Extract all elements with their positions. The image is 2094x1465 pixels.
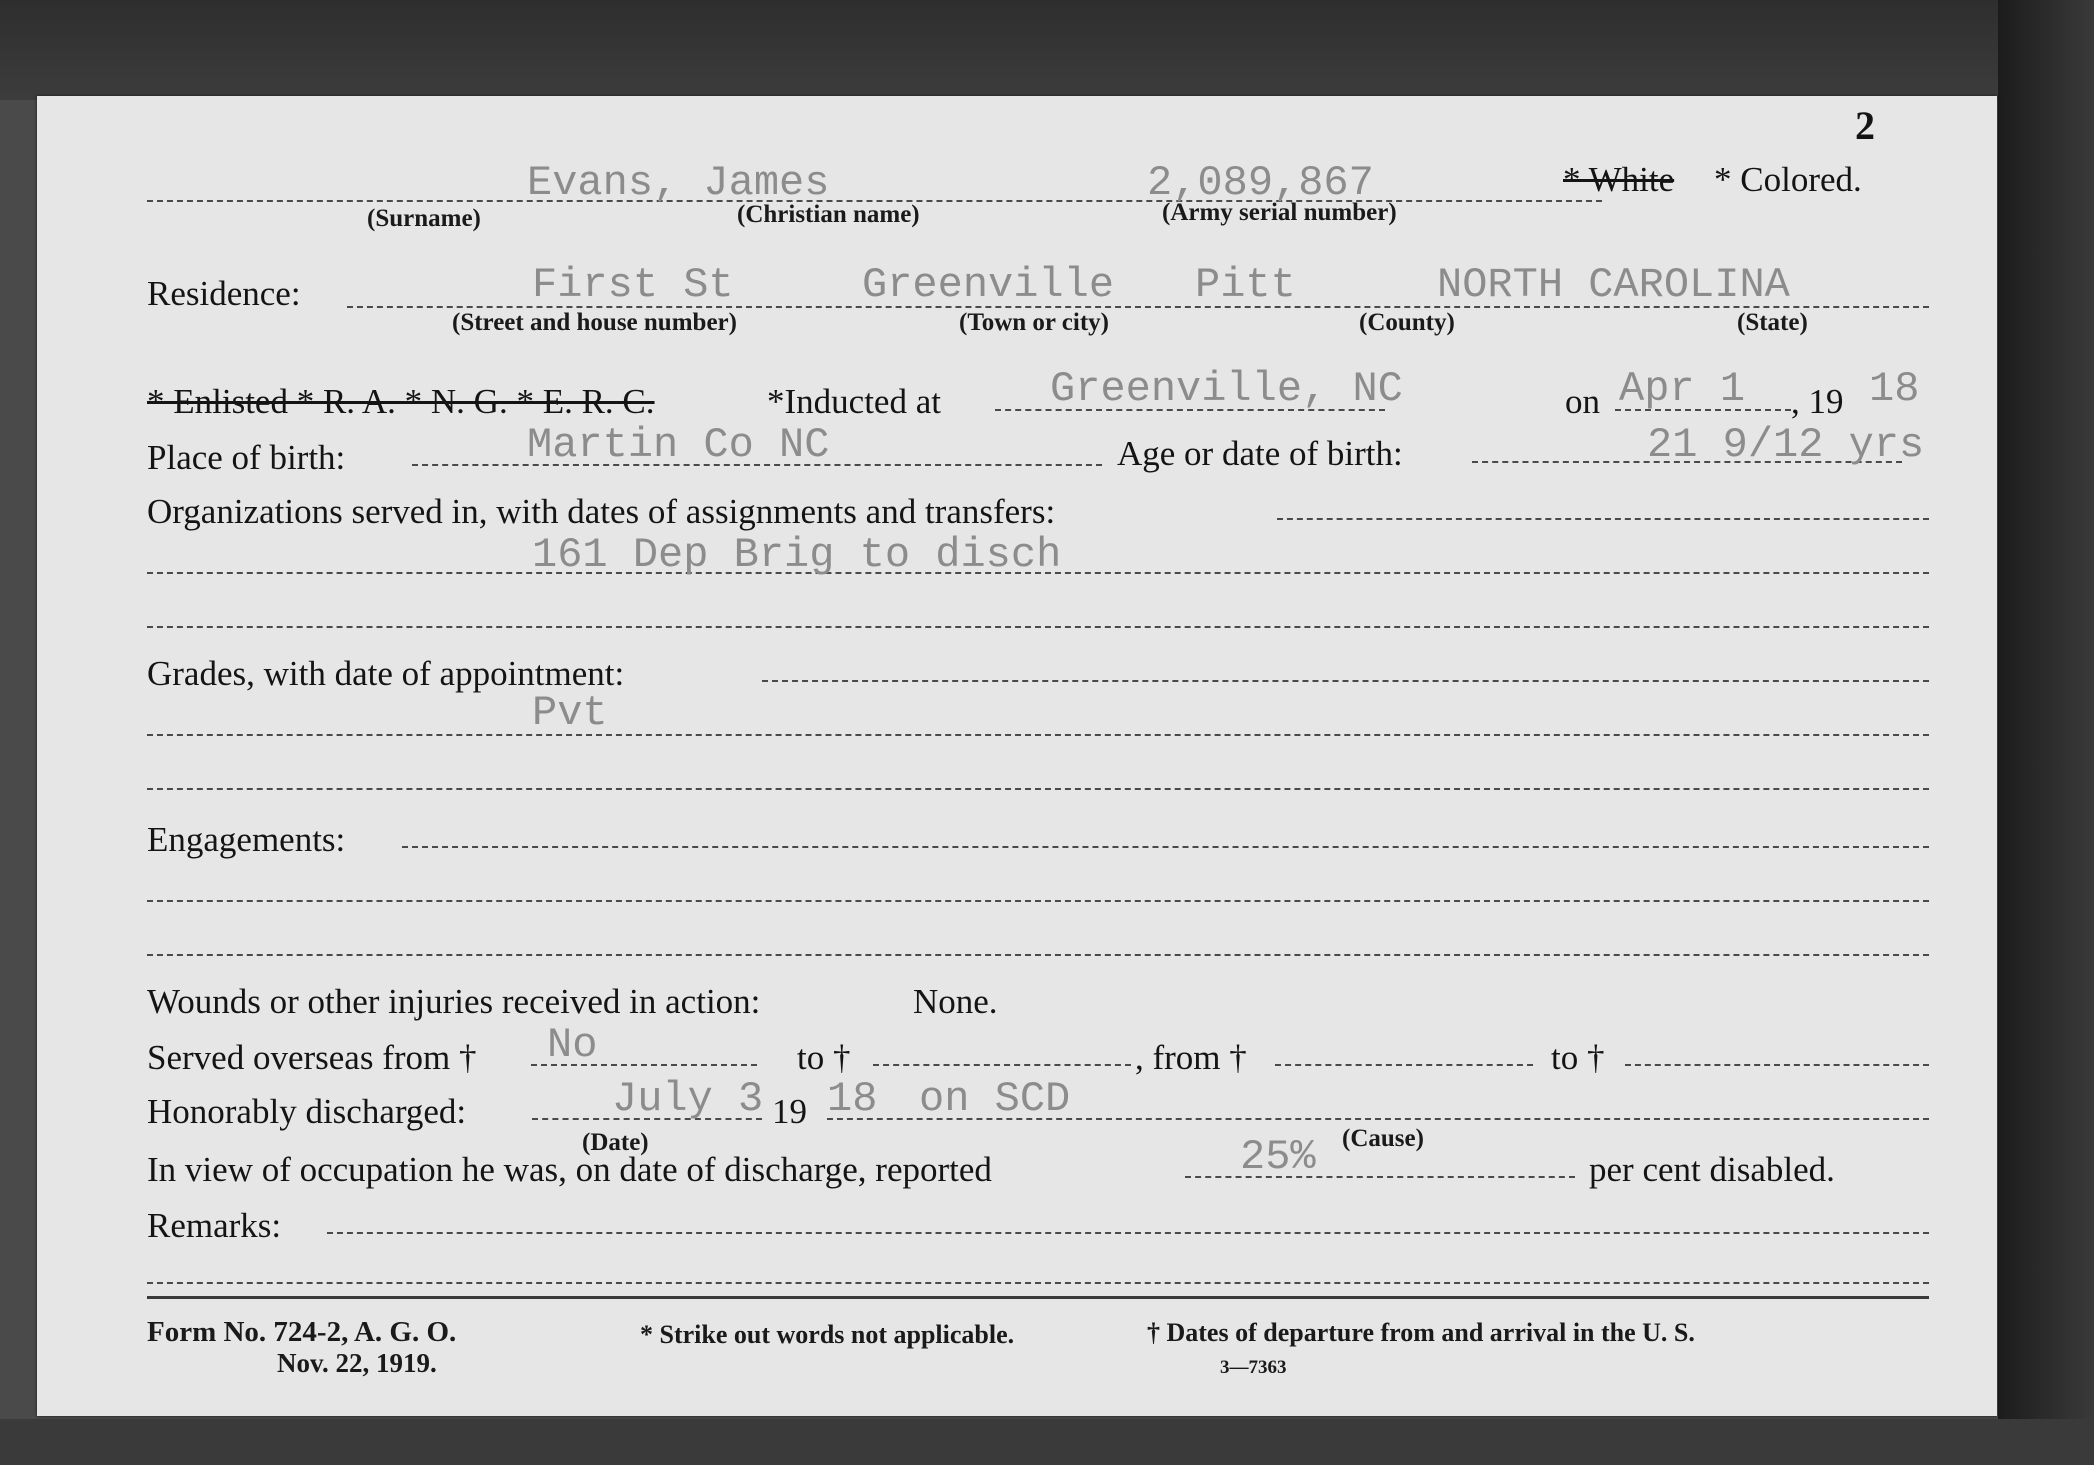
service-record-card bbox=[37, 96, 1997, 1416]
occupation-suffix: per cent disabled. bbox=[1589, 1150, 1835, 1189]
scanner-background-top bbox=[0, 0, 2094, 100]
wounds-value: None. bbox=[913, 982, 998, 1021]
state-caption: (State) bbox=[1737, 309, 1808, 336]
overseas-from2-line bbox=[1275, 1064, 1533, 1066]
form-number: Form No. 724-2, A. G. O. bbox=[147, 1316, 457, 1348]
engagements-line-3 bbox=[147, 954, 1929, 956]
discharge-cause-typed: on SCD bbox=[919, 1075, 1071, 1123]
grades-label: Grades, with date of appointment: bbox=[147, 654, 625, 693]
place-of-birth-typed: Martin Co NC bbox=[527, 421, 830, 469]
discharge-year-typed: 18 bbox=[827, 1075, 878, 1123]
scanner-background-right bbox=[1998, 0, 2094, 1465]
overseas-to-label: to † bbox=[797, 1038, 851, 1077]
overseas-label: Served overseas from † bbox=[147, 1038, 477, 1077]
grades-typed: Pvt bbox=[532, 689, 608, 737]
age-typed: 21 9/12 yrs bbox=[1647, 421, 1925, 469]
town-caption: (Town or city) bbox=[959, 309, 1109, 336]
residence-label: Residence: bbox=[147, 274, 301, 313]
discharge-date-caption: (Date) bbox=[582, 1129, 649, 1156]
remarks-line-2 bbox=[147, 1282, 1929, 1284]
inducted-at-label: *Inducted at bbox=[767, 382, 941, 421]
surname-caption: (Surname) bbox=[367, 205, 481, 232]
strike-note: * Strike out words not applicable. bbox=[640, 1320, 1015, 1349]
town-typed: Greenville bbox=[862, 261, 1115, 309]
overseas-to2-line bbox=[1625, 1064, 1929, 1066]
discharge-cause-caption: (Cause) bbox=[1342, 1125, 1424, 1152]
overseas-to2-label: to † bbox=[1551, 1038, 1605, 1077]
wounds-label: Wounds or other injuries received in action: bbox=[147, 982, 761, 1021]
race-colored: * Colored. bbox=[1714, 160, 1862, 199]
overseas-from2-label: , from † bbox=[1135, 1038, 1247, 1077]
age-label: Age or date of birth: bbox=[1117, 434, 1403, 473]
inducted-year-typed: 18 bbox=[1869, 365, 1920, 413]
organizations-line-3 bbox=[147, 626, 1929, 628]
discharge-year-prefix: 19 bbox=[772, 1092, 807, 1131]
state-typed: NORTH CAROLINA bbox=[1437, 261, 1790, 309]
county-typed: Pitt bbox=[1195, 261, 1296, 309]
print-code: 3—7363 bbox=[1220, 1357, 1287, 1378]
footer-rule bbox=[147, 1296, 1929, 1299]
organizations-typed: 161 Dep Brig to disch bbox=[532, 531, 1062, 579]
engagements-line-1 bbox=[402, 846, 1929, 848]
scanner-background-bottom bbox=[0, 1419, 2094, 1465]
name-typed: Evans, James bbox=[527, 159, 830, 207]
street-typed: First St bbox=[532, 261, 734, 309]
dates-note: † Dates of departure from and arrival in the U. S. bbox=[1147, 1318, 1695, 1347]
form-date: Nov. 22, 1919. bbox=[277, 1348, 437, 1378]
race-white-struck: * White bbox=[1563, 160, 1675, 199]
inducted-year-prefix: , 19 bbox=[1791, 382, 1844, 421]
occupation-percent-typed: 25% bbox=[1240, 1133, 1316, 1181]
card-number: 2 bbox=[1855, 103, 1875, 148]
place-of-birth-label: Place of birth: bbox=[147, 438, 346, 477]
inducted-date-typed: Apr 1 bbox=[1619, 365, 1746, 413]
inducted-place-typed: Greenville, NC bbox=[1050, 365, 1403, 413]
discharge-label: Honorably discharged: bbox=[147, 1092, 467, 1131]
organizations-label: Organizations served in, with dates of assignments and transfers: bbox=[147, 492, 1056, 531]
occupation-label: In view of occupation he was, on date of discharge, reported bbox=[147, 1150, 992, 1189]
engagements-line-2 bbox=[147, 900, 1929, 902]
grades-line-2 bbox=[147, 734, 1929, 736]
overseas-to-line bbox=[873, 1064, 1131, 1066]
remarks-label: Remarks: bbox=[147, 1206, 282, 1245]
christian-name-caption: (Christian name) bbox=[737, 201, 920, 228]
grades-line-3 bbox=[147, 788, 1929, 790]
serial-typed: 2,089,867 bbox=[1147, 159, 1374, 207]
remarks-line-1 bbox=[327, 1232, 1929, 1234]
serial-caption: (Army serial number) bbox=[1162, 199, 1397, 226]
grades-line-1 bbox=[762, 680, 1929, 682]
organizations-line-1 bbox=[1277, 518, 1929, 520]
overseas-typed: No bbox=[547, 1021, 598, 1069]
discharge-date-typed: July 3 bbox=[612, 1075, 764, 1123]
engagements-label: Engagements: bbox=[147, 820, 346, 859]
enlisted-options-struck: * Enlisted * R. A. * N. G. * E. R. C. bbox=[147, 382, 655, 421]
county-caption: (County) bbox=[1359, 309, 1455, 336]
street-caption: (Street and house number) bbox=[452, 309, 737, 336]
on-label: on bbox=[1565, 382, 1600, 421]
